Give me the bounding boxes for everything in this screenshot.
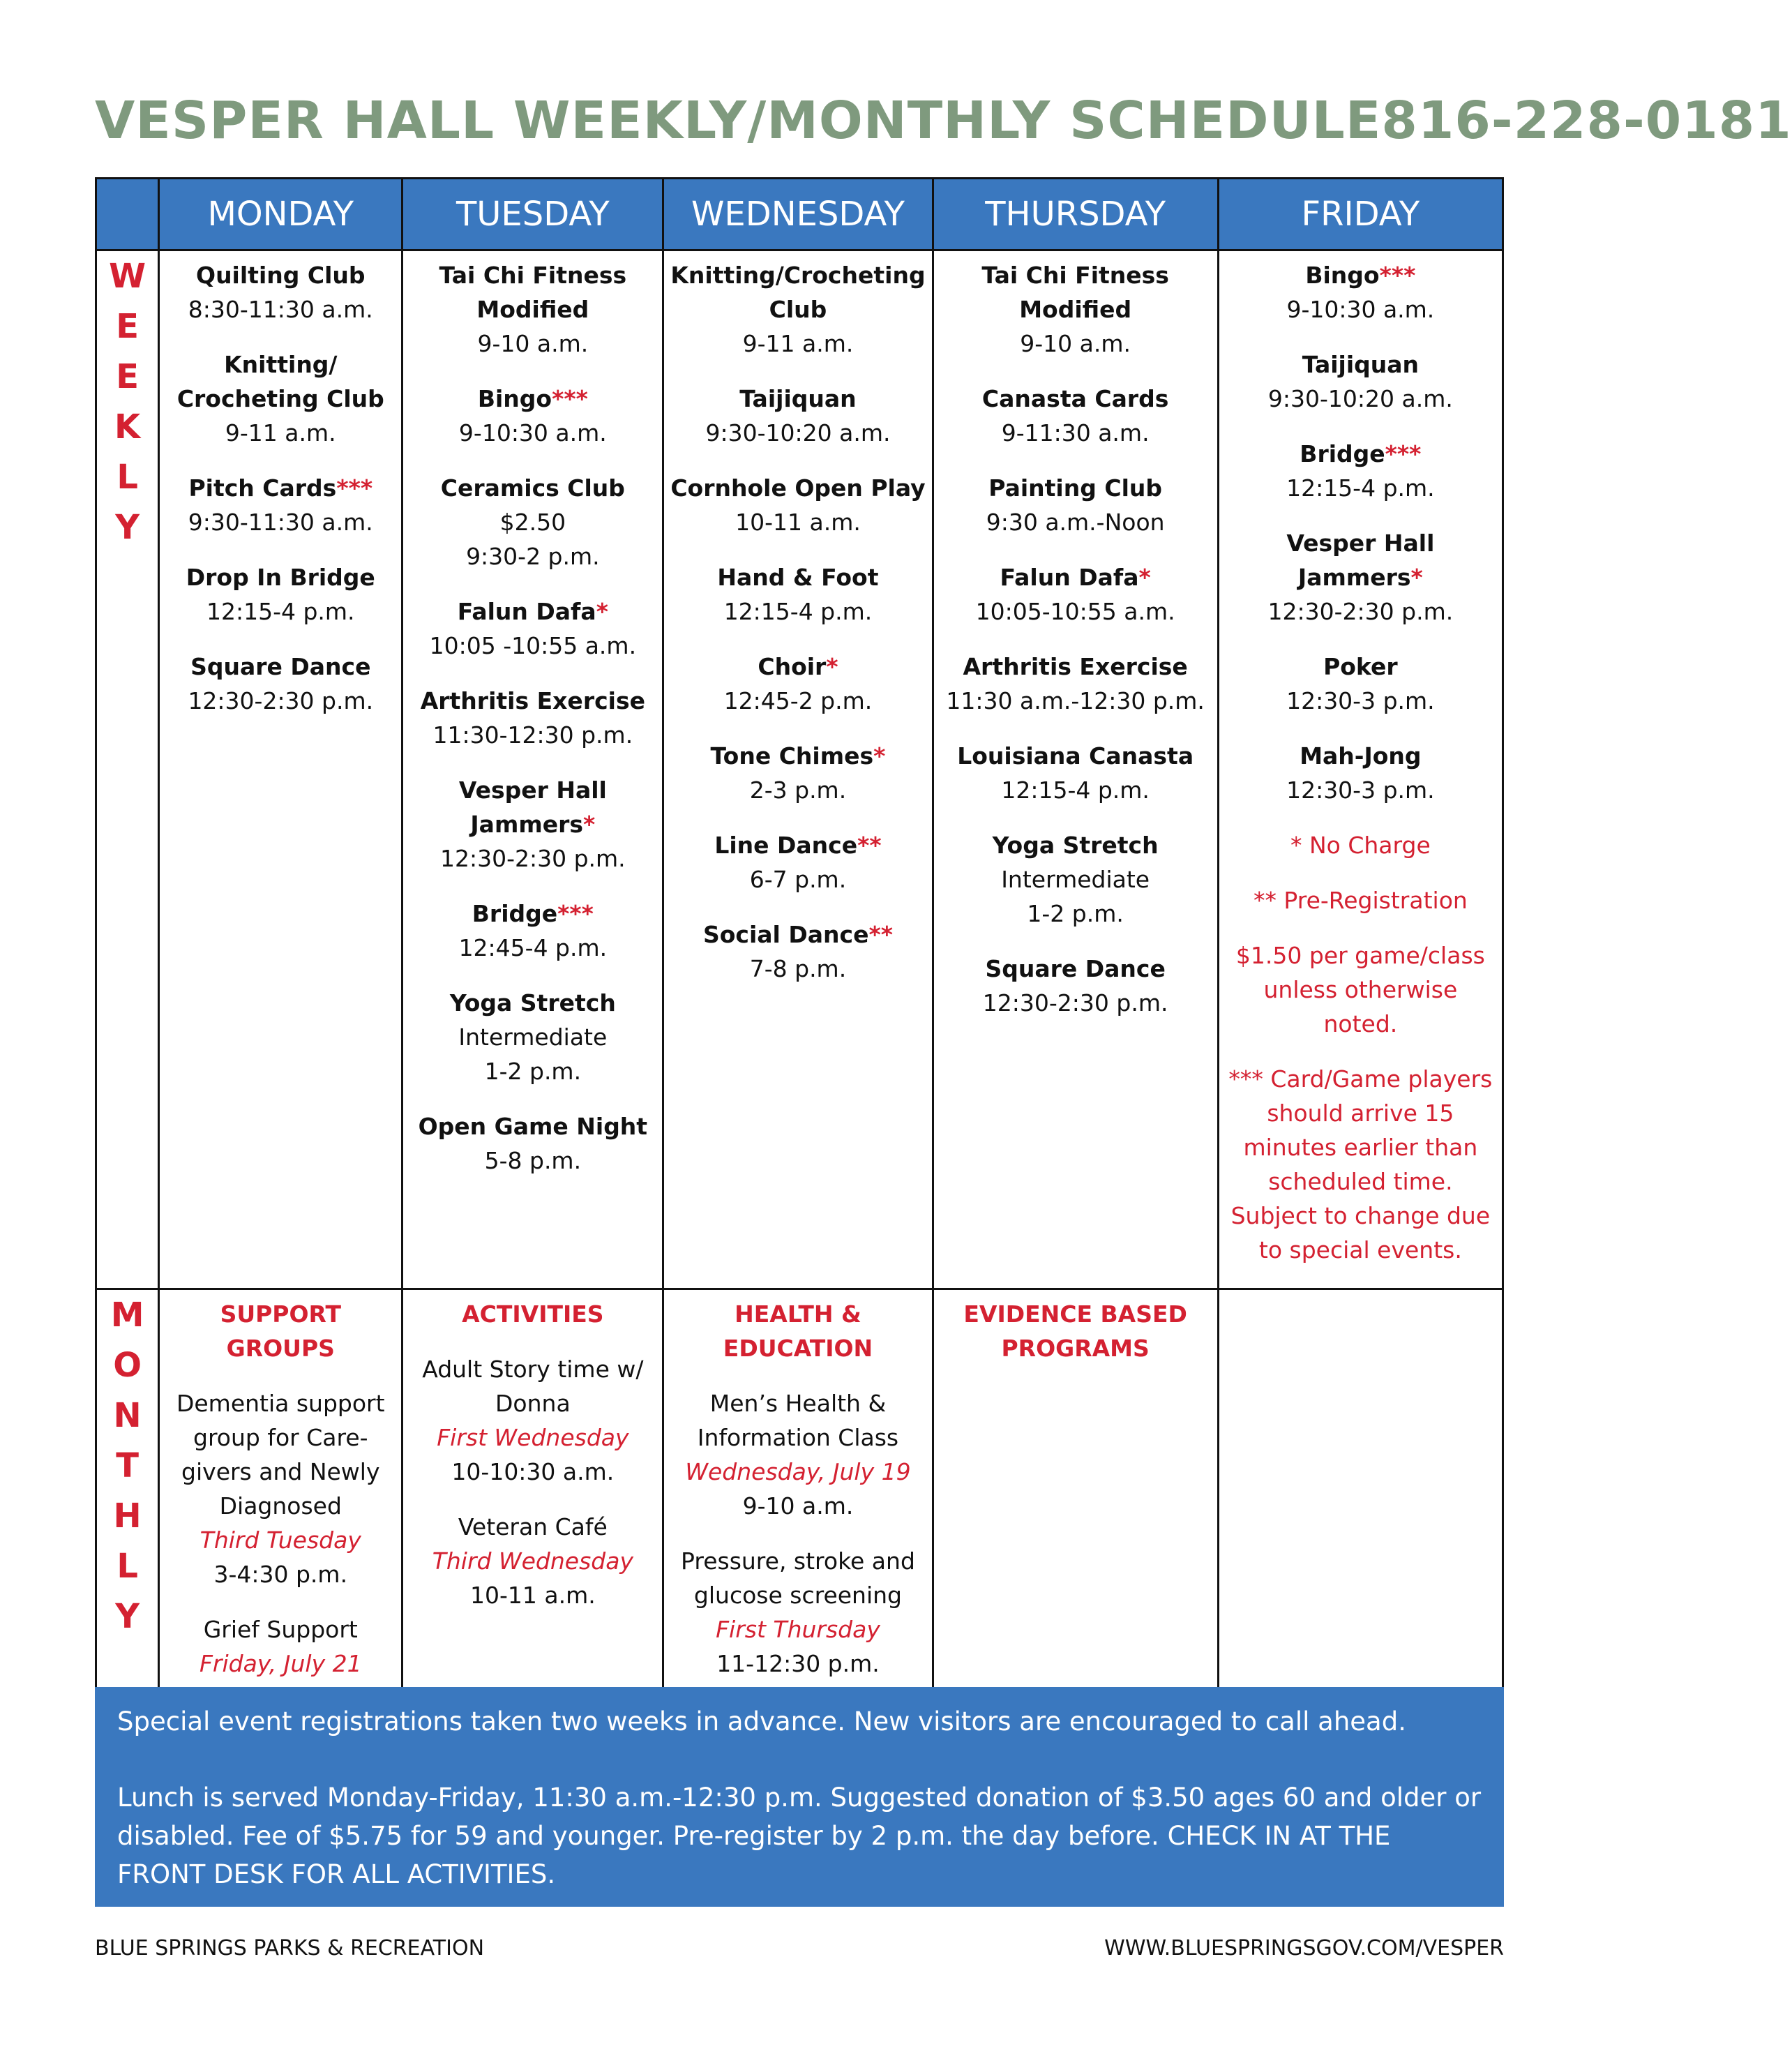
monthly-item-when: Third Wednesday — [432, 1547, 633, 1575]
activity-detail: 12:15-4 p.m. — [1001, 777, 1150, 804]
activity-item — [164, 471, 397, 539]
activity-name-line — [164, 471, 397, 505]
activity-name-line — [407, 594, 658, 629]
activity-name: Bingo — [1305, 262, 1380, 289]
activity-detail: 10-11 a.m. — [735, 509, 861, 536]
activity-name-line — [668, 560, 927, 594]
activity-detail: 12:45-2 p.m. — [723, 687, 873, 714]
activity-detail: 12:45-4 p.m. — [458, 934, 608, 961]
activity-item — [668, 471, 927, 539]
monthly-item-desc: Veteran Café — [458, 1513, 608, 1540]
activity-name-line — [938, 650, 1213, 684]
activity-name-line — [668, 828, 927, 862]
activity-item — [938, 258, 1213, 361]
legend-note: ** Pre-Registration — [1253, 887, 1468, 914]
monthly-item-desc: Men’s Health & Information Class — [697, 1390, 899, 1451]
activity-stars: * — [1138, 564, 1151, 591]
activity-detail: 9-10:30 a.m. — [458, 419, 607, 447]
activity-detail: 9:30-10:20 a.m. — [1267, 385, 1453, 412]
activity-name-line — [407, 773, 658, 841]
phone-number: 816-228-0181 — [1381, 91, 1792, 151]
activity-detail: $2.50 — [499, 509, 566, 536]
activity-item — [668, 828, 927, 897]
info-box — [95, 1687, 1504, 1907]
monthly-item-when: Friday, July 21 — [199, 1650, 362, 1677]
activity-name-line — [668, 917, 927, 952]
activity-item — [407, 382, 658, 450]
footer-website-link[interactable]: WWW.BLUESPRINGSGOV.COM/VESPER — [1104, 1936, 1504, 1960]
activity-name: Drop In Bridge — [186, 564, 375, 591]
activity-name: Bingo — [477, 385, 552, 412]
lunch-note: Lunch is served Monday-Friday, 11:30 a.m.-12:30 p.m. Suggested donation of $3.50 ages 60 and older or disabled. Fee of $5.75 for 59 and younger. Pre-register by 2 p.m. the day before. CHECK IN AT THE FRONT DESK FOR ALL ACTIVITIES. — [117, 1783, 1482, 1889]
activity-stars: * — [873, 742, 886, 770]
activity-item — [1223, 526, 1498, 629]
activity-name: Arthritis Exercise — [420, 687, 645, 714]
monthly-label-letter: M — [110, 1296, 144, 1335]
day-header-wednesday: WEDNESDAY — [663, 179, 933, 250]
monthly-label-letter: H — [113, 1497, 142, 1536]
activity-name-line — [407, 382, 658, 416]
activity-name-line — [938, 258, 1213, 327]
activity-detail: 10:05 -10:55 a.m. — [429, 632, 637, 659]
monthly-item-time: 9-10 a.m. — [742, 1492, 854, 1520]
activity-name: Open Game Night — [418, 1113, 648, 1140]
activity-name-line — [1223, 347, 1498, 382]
corner-cell — [96, 179, 159, 250]
activity-name: Tone Chimes — [710, 742, 874, 770]
activity-name: Tai Chi Fitness Modified — [981, 262, 1169, 323]
activity-detail: 9-10:30 a.m. — [1286, 296, 1435, 323]
monthly-label-letter: O — [113, 1346, 142, 1385]
activity-item — [668, 650, 927, 718]
activity-name-line — [407, 684, 658, 718]
activity-name: Bridge — [472, 900, 558, 927]
activity-detail: 9-10 a.m. — [477, 330, 589, 357]
activity-item — [164, 650, 397, 718]
activity-detail: 12:15-4 p.m. — [206, 598, 355, 625]
activity-item — [668, 739, 927, 807]
activity-detail: 9-11 a.m. — [742, 330, 854, 357]
footer-organization: BLUE SPRINGS PARKS & RECREATION — [95, 1936, 485, 1960]
activity-name-line — [164, 258, 397, 292]
monthly-label-letter: L — [116, 1547, 138, 1586]
monthly-item-time: 10-11 a.m. — [469, 1582, 596, 1609]
activity-item — [164, 258, 397, 327]
weekly-monday-cell — [159, 250, 402, 1289]
activity-stars: *** — [552, 385, 588, 412]
activity-name: Ceramics Club — [440, 474, 625, 502]
registration-note: Special event registrations taken two weeks in advance. New visitors are encouraged to call ahead. — [117, 1707, 1406, 1737]
activity-detail: 11:30-12:30 p.m. — [432, 721, 633, 749]
activity-detail: 12:30-2:30 p.m. — [1267, 598, 1454, 625]
activity-name: Social Dance — [702, 921, 869, 948]
activity-name: Painting Club — [988, 474, 1162, 502]
weekly-label — [96, 250, 159, 1289]
day-header-friday: FRIDAY — [1218, 179, 1503, 250]
weekly-row — [96, 250, 1503, 1289]
activity-stars: * — [583, 811, 596, 838]
monthly-item-when: First Wednesday — [437, 1424, 629, 1451]
monthly-item-when: First Thursday — [716, 1616, 880, 1643]
monthly-item-desc: Pressure, stroke and glucose screening — [681, 1547, 915, 1609]
activity-name: Taijiquan — [739, 385, 857, 412]
monthly-item-when: Third Tuesday — [199, 1527, 361, 1554]
activity-item — [407, 986, 658, 1088]
activity-name: Yoga Stretch — [449, 989, 616, 1017]
activity-detail: 1-2 p.m. — [484, 1058, 582, 1085]
activity-name: Tai Chi Fitness Modified — [439, 262, 627, 323]
activity-item — [407, 897, 658, 965]
legend-note: $1.50 per game/class unless otherwise noted. — [1235, 942, 1485, 1037]
activity-item — [407, 684, 658, 752]
activity-item — [407, 1109, 658, 1178]
activity-name-line — [407, 471, 658, 505]
activity-item — [1223, 650, 1498, 718]
activity-item — [1223, 347, 1498, 416]
day-header-row — [96, 179, 1503, 250]
weekly-label-letter: K — [114, 407, 141, 447]
activity-detail: 9:30-11:30 a.m. — [188, 509, 373, 536]
monthly-item — [164, 1386, 397, 1591]
monthly-wednesday-cell — [663, 1289, 933, 1737]
activity-detail: Intermediate — [1001, 866, 1150, 893]
monthly-row — [96, 1289, 1503, 1737]
monthly-monday-cell — [159, 1289, 402, 1737]
activity-stars: * — [826, 653, 838, 680]
activity-name: Louisiana Canasta — [957, 742, 1194, 770]
day-header-tuesday: TUESDAY — [402, 179, 663, 250]
monthly-section-title: ACTIVITIES — [462, 1300, 604, 1328]
activity-detail: 12:30-2:30 p.m. — [982, 989, 1168, 1017]
activity-stars: *** — [1385, 440, 1422, 467]
monthly-item-when: Wednesday, July 19 — [685, 1458, 911, 1485]
activity-name-line — [668, 471, 927, 505]
activity-name: Line Dance — [714, 832, 858, 859]
activity-detail: 10:05-10:55 a.m. — [975, 598, 1175, 625]
activity-item — [164, 560, 397, 629]
legend-note: *** Card/Game players should arrive 15 minutes earlier than scheduled time. Subject to change due to special events. — [1228, 1065, 1493, 1263]
activity-detail: 12:30-2:30 p.m. — [188, 687, 374, 714]
activity-item — [668, 258, 927, 361]
activity-detail: 9-10 a.m. — [1020, 330, 1131, 357]
activity-item — [938, 471, 1213, 539]
activity-name-line — [938, 382, 1213, 416]
activity-item — [1223, 258, 1498, 327]
monthly-item-desc: Dementia support group for Care-givers and Newly Diagnosed — [176, 1390, 385, 1520]
activity-name: Yoga Stretch — [992, 832, 1159, 859]
activity-detail: 9:30-10:20 a.m. — [705, 419, 891, 447]
activity-detail: Intermediate — [458, 1023, 608, 1051]
activity-stars: *** — [557, 900, 594, 927]
activity-name-line — [407, 986, 658, 1020]
activity-item — [938, 739, 1213, 807]
activity-name-line — [1223, 437, 1498, 471]
activity-name-line — [407, 1109, 658, 1143]
activity-name-line — [164, 347, 397, 416]
activity-item — [668, 382, 927, 450]
day-header-monday: MONDAY — [159, 179, 402, 250]
monthly-item-time: 3-4:30 p.m. — [213, 1561, 348, 1588]
activity-name: Square Dance — [190, 653, 371, 680]
activity-name: Cornhole Open Play — [670, 474, 926, 502]
monthly-item — [407, 1510, 658, 1612]
activity-item — [407, 471, 658, 573]
activity-name-line — [668, 739, 927, 773]
activity-name: Vesper Hall Jammers — [458, 777, 607, 838]
activity-item — [938, 952, 1213, 1020]
activity-name: Mah-Jong — [1300, 742, 1422, 770]
activity-detail: 1-2 p.m. — [1027, 900, 1124, 927]
activity-item — [668, 560, 927, 629]
monthly-friday-cell — [1218, 1289, 1503, 1737]
activity-name: Canasta Cards — [981, 385, 1169, 412]
activity-item — [407, 258, 658, 361]
activity-name-line — [407, 897, 658, 931]
page-header — [95, 82, 1792, 159]
weekly-label-letter: L — [116, 458, 138, 497]
monthly-section-title: HEALTH & EDUCATION — [723, 1300, 873, 1362]
activity-detail: 8:30-11:30 a.m. — [188, 296, 373, 323]
activity-stars: * — [596, 598, 608, 625]
monthly-section-title: EVIDENCE BASED PROGRAMS — [963, 1300, 1187, 1362]
activity-detail: 5-8 p.m. — [484, 1147, 582, 1174]
legend-note: * No Charge — [1290, 832, 1431, 859]
weekly-label-letter: Y — [115, 508, 140, 547]
monthly-item-time: 10-10:30 a.m. — [451, 1458, 615, 1485]
monthly-item-desc: Grief Support — [203, 1616, 358, 1643]
activity-name: Choir — [758, 653, 827, 680]
activity-item — [164, 347, 397, 450]
activity-item — [938, 382, 1213, 450]
activity-name-line — [407, 258, 658, 327]
activity-name-line — [1223, 258, 1498, 292]
activity-name: Quilting Club — [196, 262, 366, 289]
monthly-section-title: SUPPORT GROUPS — [220, 1300, 341, 1362]
activity-name: Hand & Foot — [717, 564, 879, 591]
activity-name-line — [938, 828, 1213, 862]
activity-name: Falun Dafa — [1000, 564, 1139, 591]
weekly-tuesday-cell — [402, 250, 663, 1289]
activity-name: Pitch Cards — [188, 474, 337, 502]
activity-detail: 9:30 a.m.-Noon — [986, 509, 1165, 536]
monthly-item — [668, 1544, 927, 1681]
activity-detail: 6-7 p.m. — [749, 866, 847, 893]
monthly-label — [96, 1289, 159, 1737]
activity-detail: 9:30-2 p.m. — [466, 543, 600, 570]
activity-name: Square Dance — [985, 955, 1166, 982]
activity-name-line — [668, 650, 927, 684]
activity-name: Vesper Hall Jammers — [1286, 530, 1435, 591]
activity-name: Falun Dafa — [457, 598, 596, 625]
activity-name-line — [938, 952, 1213, 986]
weekly-wednesday-cell — [663, 250, 933, 1289]
monthly-label-letter: Y — [115, 1597, 140, 1636]
weekly-friday-cell — [1218, 250, 1503, 1289]
activity-item — [938, 828, 1213, 931]
monthly-item-time: 11-12:30 p.m. — [716, 1650, 880, 1677]
activity-name-line — [938, 560, 1213, 594]
monthly-label-letter: T — [116, 1446, 139, 1485]
weekly-thursday-cell — [933, 250, 1218, 1289]
weekly-label-letter: E — [116, 307, 140, 346]
activity-stars: * — [1410, 564, 1423, 591]
activity-name: Bridge — [1300, 440, 1385, 467]
activity-item — [1223, 739, 1498, 807]
activity-name: Arthritis Exercise — [963, 653, 1188, 680]
activity-name-line — [668, 258, 927, 327]
page-title: VESPER HALL WEEKLY/MONTHLY SCHEDULE — [95, 91, 1382, 151]
activity-detail: 12:15-4 p.m. — [1286, 474, 1435, 502]
activity-name-line — [938, 471, 1213, 505]
activity-name-line — [1223, 526, 1498, 594]
activity-detail: 9-11 a.m. — [225, 419, 336, 447]
activity-detail: 12:30-3 p.m. — [1286, 777, 1435, 804]
activity-stars: *** — [1379, 262, 1416, 289]
activity-detail: 2-3 p.m. — [749, 777, 847, 804]
monthly-item — [407, 1352, 658, 1489]
activity-item — [938, 650, 1213, 718]
activity-item — [938, 560, 1213, 629]
activity-name-line — [164, 650, 397, 684]
activity-item — [407, 594, 658, 663]
activity-name: Knitting/Crocheting Club — [670, 262, 926, 323]
activity-stars: *** — [336, 474, 373, 502]
activity-name-line — [668, 382, 927, 416]
activity-name: Knitting/ Crocheting Club — [176, 351, 384, 412]
activity-name-line — [1223, 739, 1498, 773]
schedule-table — [95, 177, 1504, 1738]
monthly-item-desc: Adult Story time w/ Donna — [422, 1356, 644, 1417]
activity-detail: 7-8 p.m. — [749, 955, 847, 982]
activity-name: Taijiquan — [1302, 351, 1420, 378]
activity-name: Poker — [1323, 653, 1398, 680]
activity-item — [1223, 437, 1498, 505]
activity-detail: 12:15-4 p.m. — [723, 598, 873, 625]
activity-stars: ** — [868, 921, 893, 948]
activity-name-line — [164, 560, 397, 594]
monthly-tuesday-cell — [402, 1289, 663, 1737]
activity-name-line — [938, 739, 1213, 773]
weekly-label-letter: W — [109, 257, 146, 296]
monthly-label-letter: N — [113, 1396, 142, 1435]
activity-stars: ** — [857, 832, 882, 859]
activity-detail: 11:30 a.m.-12:30 p.m. — [946, 687, 1205, 714]
activity-detail: 12:30-2:30 p.m. — [440, 845, 626, 872]
activity-name-line — [1223, 650, 1498, 684]
activity-detail: 9-11:30 a.m. — [1001, 419, 1150, 447]
activity-item — [407, 773, 658, 876]
activity-item — [668, 917, 927, 986]
weekly-label-letter: E — [116, 357, 140, 396]
monthly-item — [668, 1386, 927, 1523]
day-header-thursday: THURSDAY — [933, 179, 1218, 250]
monthly-thursday-cell — [933, 1289, 1218, 1737]
footer — [95, 1936, 1504, 1960]
activity-detail: 12:30-3 p.m. — [1286, 687, 1435, 714]
